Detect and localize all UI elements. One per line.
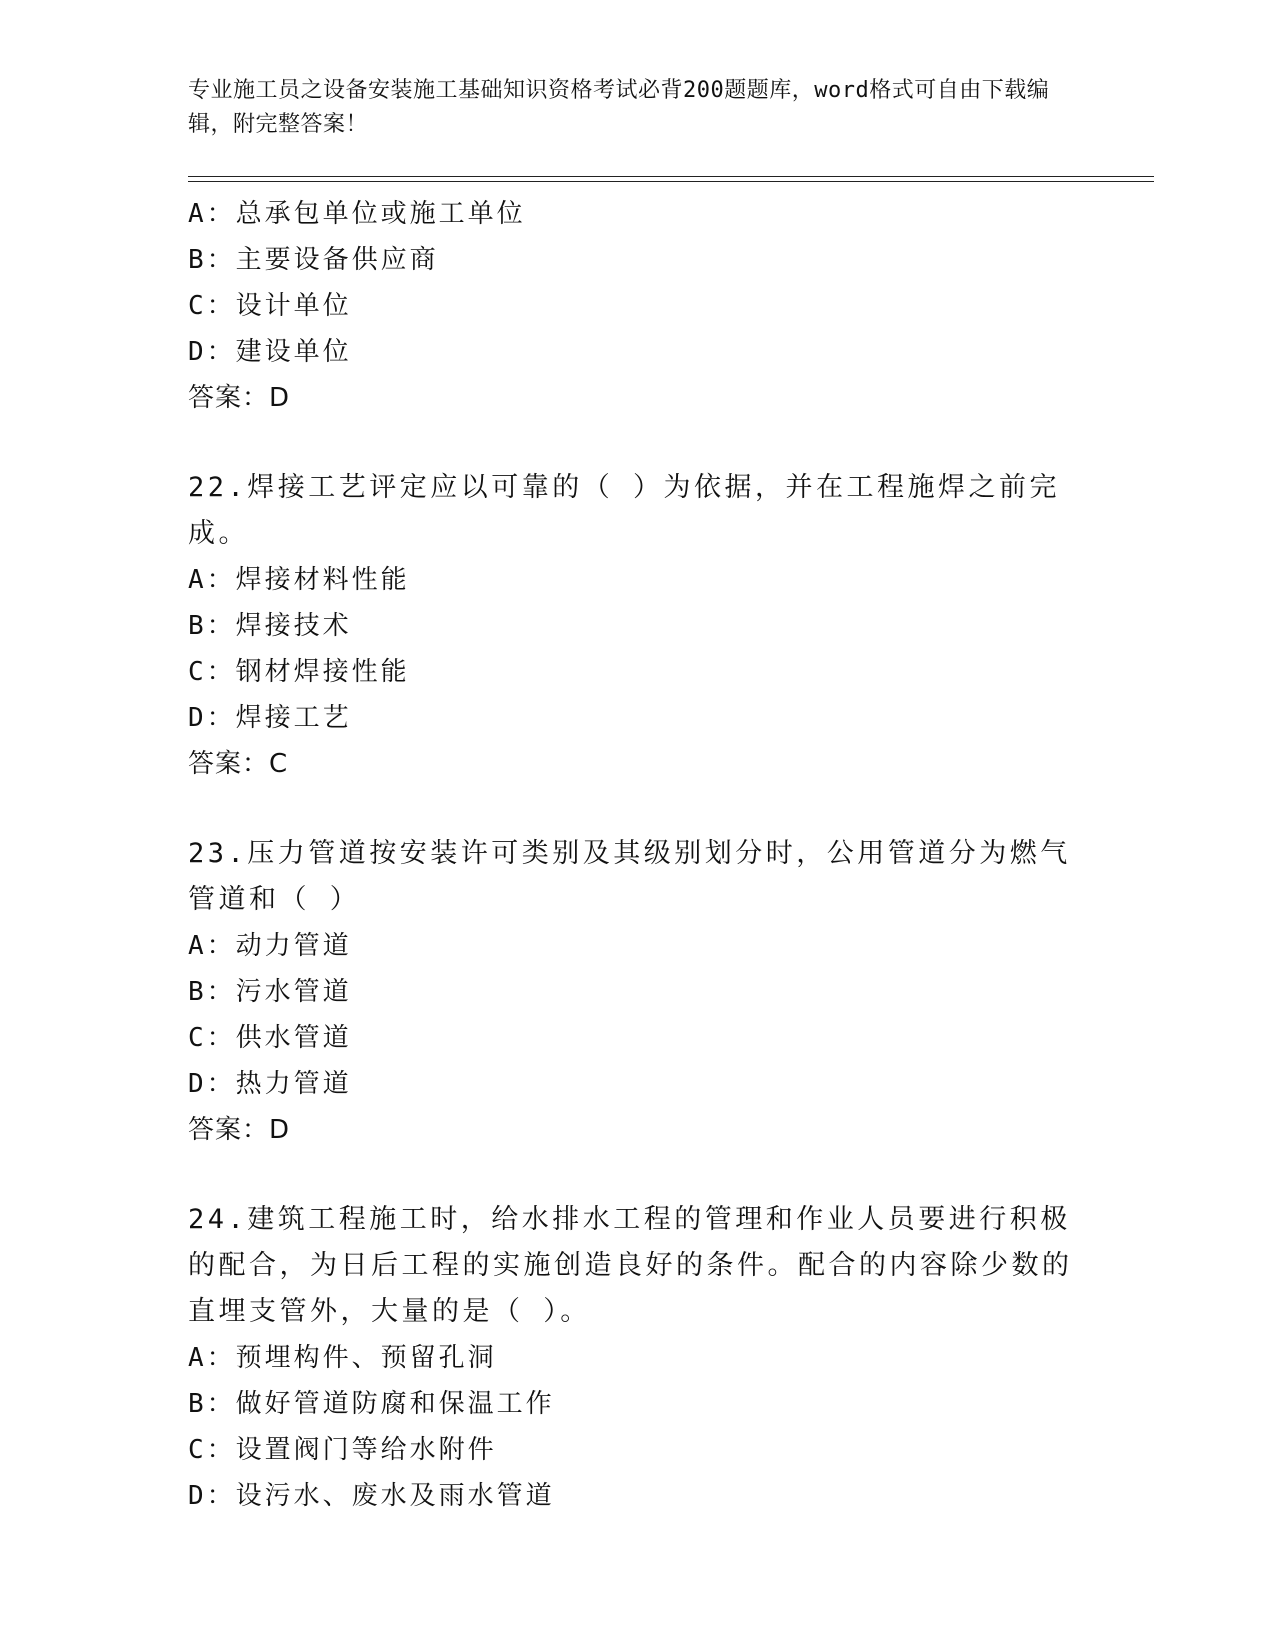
option-b: B：焊接技术 <box>188 611 352 641</box>
question-22 <box>188 465 1088 787</box>
spacer <box>188 421 1088 465</box>
option-a: A：预埋构件、预留孔洞 <box>188 1343 497 1373</box>
option-a: A：总承包单位或施工单位 <box>188 199 526 229</box>
spacer <box>188 787 1088 831</box>
question-24 <box>188 1197 1088 1519</box>
answer: 答案：C <box>188 749 289 779</box>
option-c: C：设置阀门等给水附件 <box>188 1435 497 1465</box>
question-stem: 22.焊接工艺评定应以可靠的（ ）为依据，并在工程施焊之前完成。 <box>188 472 1061 549</box>
option-b: B：做好管道防腐和保温工作 <box>188 1389 555 1419</box>
option-a: A：焊接材料性能 <box>188 565 410 595</box>
question-stem: 24.建筑工程施工时，给水排水工程的管理和作业人员要进行积极的配合，为日后工程的实施创造良好的条件。配合的内容除少数的直埋支管外，大量的是（ ）。 <box>188 1204 1073 1327</box>
option-c: C：钢材焊接性能 <box>188 657 410 687</box>
question-stem: 23.压力管道按安装许可类别及其级别划分时，公用管道分为燃气管道和（ ） <box>188 838 1071 915</box>
question-21-options <box>188 191 1088 421</box>
header-divider-bottom <box>188 181 1154 182</box>
option-a: A：动力管道 <box>188 931 352 961</box>
option-d: D：设污水、废水及雨水管道 <box>188 1481 555 1511</box>
option-d: D：热力管道 <box>188 1069 352 1099</box>
spacer <box>188 1153 1088 1197</box>
header-divider-top <box>188 176 1154 177</box>
question-list <box>188 191 1088 1519</box>
option-b: B：主要设备供应商 <box>188 245 439 275</box>
option-d: D：焊接工艺 <box>188 703 352 733</box>
option-c: C：设计单位 <box>188 291 352 321</box>
answer: 答案：D <box>188 1115 291 1145</box>
option-c: C：供水管道 <box>188 1023 352 1053</box>
document-title: 专业施工员之设备安装施工基础知识资格考试必背200题题库，word格式可自由下载编辑，附完整答案！ <box>188 78 1050 137</box>
option-d: D：建设单位 <box>188 337 352 367</box>
answer: 答案：D <box>188 383 291 413</box>
question-23 <box>188 831 1088 1153</box>
option-b: B：污水管道 <box>188 977 352 1007</box>
